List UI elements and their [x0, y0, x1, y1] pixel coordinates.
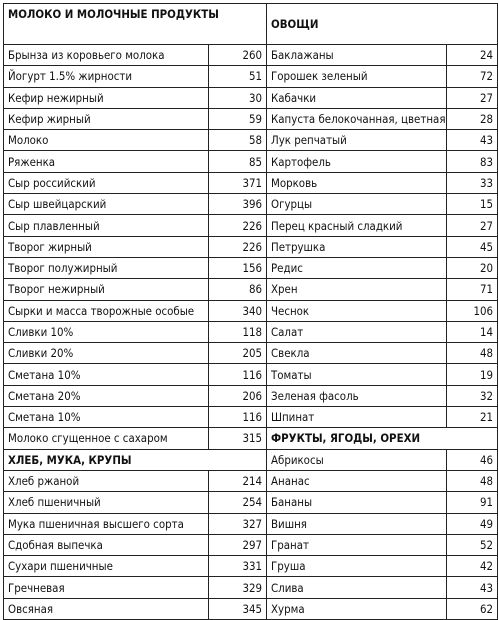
product-name: Хурма	[267, 598, 447, 619]
calorie-value: 51	[209, 66, 267, 87]
calorie-value: 27	[447, 87, 498, 108]
calorie-value: 205	[209, 343, 267, 364]
product-name: Кефир нежирный	[4, 87, 209, 108]
product-name: Ряженка	[4, 151, 209, 172]
product-name: Кабачки	[267, 87, 447, 108]
calorie-value: 156	[209, 257, 267, 278]
product-name: Абрикосы	[267, 449, 447, 470]
calorie-value: 329	[209, 577, 267, 598]
calorie-value: 86	[209, 279, 267, 300]
calorie-value: 32	[447, 385, 498, 406]
product-name: Слива	[267, 577, 447, 598]
calorie-value: 327	[209, 513, 267, 534]
product-name: Капуста белокочанная, цветная	[267, 108, 447, 129]
product-name: Зеленая фасоль	[267, 385, 447, 406]
product-name: Редис	[267, 257, 447, 278]
calorie-value: 49	[447, 513, 498, 534]
product-name: Перец красный сладкий	[267, 215, 447, 236]
product-name: Хрен	[267, 279, 447, 300]
product-name: Сдобная выпечка	[4, 534, 209, 555]
table-row	[4, 364, 498, 385]
table-row	[4, 598, 498, 619]
table-row	[4, 257, 498, 278]
calorie-value: 206	[209, 385, 267, 406]
product-name: Салат	[267, 321, 447, 342]
calorie-value: 116	[209, 407, 267, 428]
table-row	[4, 215, 498, 236]
calorie-value: 226	[209, 215, 267, 236]
calorie-table-body	[4, 4, 498, 620]
calorie-value: 331	[209, 556, 267, 577]
product-name: Сливки 20%	[4, 343, 209, 364]
calorie-value: 254	[209, 492, 267, 513]
product-name: Петрушка	[267, 236, 447, 257]
calorie-value: 116	[209, 364, 267, 385]
calorie-value: 33	[447, 172, 498, 193]
product-name: Молоко	[4, 130, 209, 151]
table-row	[4, 407, 498, 428]
product-name: Огурцы	[267, 194, 447, 215]
product-name: Картофель	[267, 151, 447, 172]
calorie-value: 21	[447, 407, 498, 428]
product-name: Хлеб пшеничный	[4, 492, 209, 513]
product-name: Лук репчатый	[267, 130, 447, 151]
product-name: Творог нежирный	[4, 279, 209, 300]
product-name: Сметана 10%	[4, 407, 209, 428]
calorie-value: 43	[447, 130, 498, 151]
product-name: Сухари пшеничные	[4, 556, 209, 577]
product-name: Творог полужирный	[4, 257, 209, 278]
calorie-value: 15	[447, 194, 498, 215]
calorie-value: 30	[209, 87, 267, 108]
calorie-value: 62	[447, 598, 498, 619]
calorie-value: 27	[447, 215, 498, 236]
table-row	[4, 449, 498, 470]
calorie-value: 297	[209, 534, 267, 555]
product-name: Груша	[267, 556, 447, 577]
calorie-value: 85	[209, 151, 267, 172]
table-row	[4, 385, 498, 406]
product-name: Чеснок	[267, 300, 447, 321]
section-header: ОВОЩИ	[267, 4, 498, 45]
product-name: Морковь	[267, 172, 447, 193]
table-row	[4, 130, 498, 151]
calorie-value: 396	[209, 194, 267, 215]
calorie-value: 214	[209, 470, 267, 491]
table-row	[4, 151, 498, 172]
table-row	[4, 492, 498, 513]
table-row	[4, 577, 498, 598]
calorie-value: 42	[447, 556, 498, 577]
calorie-value: 52	[447, 534, 498, 555]
product-name: Брынза из коровьего молока	[4, 45, 209, 66]
product-name: Мука пшеничная высшего сорта	[4, 513, 209, 534]
calorie-value: 91	[447, 492, 498, 513]
calorie-value: 340	[209, 300, 267, 321]
table-row	[4, 321, 498, 342]
table-row	[4, 194, 498, 215]
section-header: ХЛЕБ, МУКА, КРУПЫ	[4, 449, 267, 470]
product-name: Сыр швейцарский	[4, 194, 209, 215]
calorie-value: 71	[447, 279, 498, 300]
calorie-value: 371	[209, 172, 267, 193]
table-row	[4, 343, 498, 364]
calorie-value: 43	[447, 577, 498, 598]
table-row	[4, 470, 498, 491]
product-name: Сыр российский	[4, 172, 209, 193]
calorie-value: 106	[447, 300, 498, 321]
calorie-value: 46	[447, 449, 498, 470]
calorie-value: 345	[209, 598, 267, 619]
product-name: Йогурт 1.5% жирности	[4, 66, 209, 87]
table-row	[4, 108, 498, 129]
product-name: Сметана 20%	[4, 385, 209, 406]
table-row	[4, 236, 498, 257]
product-name: Сливки 10%	[4, 321, 209, 342]
product-name: Вишня	[267, 513, 447, 534]
product-name: Горошек зеленый	[267, 66, 447, 87]
calorie-table	[3, 3, 498, 620]
table-row	[4, 513, 498, 534]
product-name: Хлеб ржаной	[4, 470, 209, 491]
product-name: Молоко сгущенное с сахаром	[4, 428, 209, 449]
table-row	[4, 556, 498, 577]
calorie-value: 58	[209, 130, 267, 151]
calorie-value: 118	[209, 321, 267, 342]
product-name: Ананас	[267, 470, 447, 491]
product-name: Сыр плавленный	[4, 215, 209, 236]
calorie-value: 315	[209, 428, 267, 449]
product-name: Овсяная	[4, 598, 209, 619]
section-header: МОЛОКО И МОЛОЧНЫЕ ПРОДУКТЫ	[4, 4, 267, 45]
calorie-value: 48	[447, 470, 498, 491]
table-row	[4, 45, 498, 66]
calorie-value: 20	[447, 257, 498, 278]
product-name: Томаты	[267, 364, 447, 385]
product-name: Сырки и масса творожные особые	[4, 300, 209, 321]
product-name: Творог жирный	[4, 236, 209, 257]
product-name: Гречневая	[4, 577, 209, 598]
table-row	[4, 534, 498, 555]
calorie-value: 226	[209, 236, 267, 257]
product-name: Гранат	[267, 534, 447, 555]
table-header-row	[4, 4, 498, 45]
calorie-value: 28	[447, 108, 498, 129]
calorie-value: 59	[209, 108, 267, 129]
section-header: ФРУКТЫ, ЯГОДЫ, ОРЕХИ	[267, 428, 498, 449]
calorie-value: 260	[209, 45, 267, 66]
table-row	[4, 66, 498, 87]
calorie-value: 45	[447, 236, 498, 257]
product-name: Баклажаны	[267, 45, 447, 66]
product-name: Свекла	[267, 343, 447, 364]
calorie-value: 24	[447, 45, 498, 66]
product-name: Кефир жирный	[4, 108, 209, 129]
table-row	[4, 300, 498, 321]
calorie-value: 14	[447, 321, 498, 342]
table-row	[4, 172, 498, 193]
table-row	[4, 279, 498, 300]
calorie-value: 72	[447, 66, 498, 87]
calorie-value: 48	[447, 343, 498, 364]
product-name: Шпинат	[267, 407, 447, 428]
table-row	[4, 428, 498, 449]
product-name: Бананы	[267, 492, 447, 513]
calorie-value: 19	[447, 364, 498, 385]
table-row	[4, 87, 498, 108]
calorie-value: 83	[447, 151, 498, 172]
product-name: Сметана 10%	[4, 364, 209, 385]
